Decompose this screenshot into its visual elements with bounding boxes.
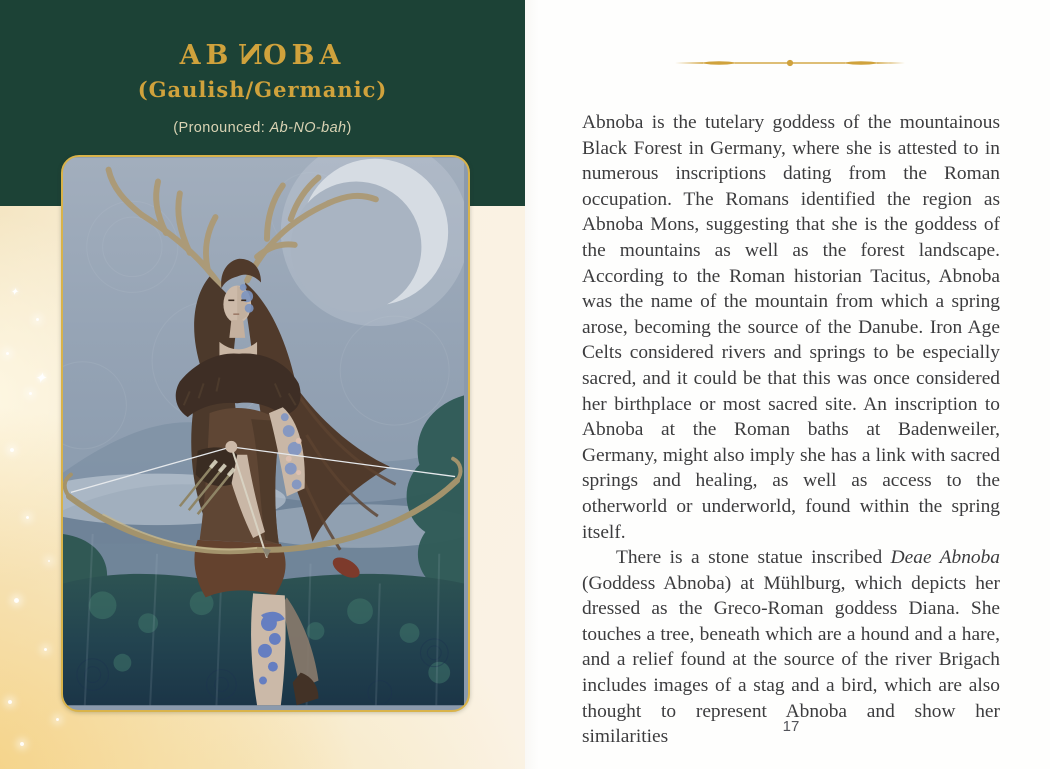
section-divider-ornament-icon — [675, 55, 905, 71]
page-number: 17 — [782, 718, 800, 735]
chapter-subtitle: (Gaulish/Germanic) — [137, 77, 388, 102]
chapter-title: ABNOBA — [179, 40, 346, 71]
pronunciation: (Pronounced: Ab-NO-bah) — [173, 120, 352, 136]
flipped-n-glyph: N — [233, 40, 264, 71]
neck — [229, 320, 245, 338]
sparkle-icon: ✦ — [10, 287, 19, 298]
drawing-hand — [225, 441, 237, 453]
article-text — [582, 110, 1000, 750]
right-page — [525, 0, 1050, 769]
sparkle-icon: ✦ — [34, 371, 47, 387]
goddess-card-illustration — [61, 155, 470, 712]
paragraph-2: There is a stone statue inscribed Deae Abnoba (Goddess Abnoba) at Mühlburg, which depicts her dressed as the Greco-Roman goddess Diana. She touches a tree, beneath which are a hound and a hare, and a relief found at the source of the river Brigach includes images of a stag and a bird, which are also thought to represent Abnoba and show her similarities — [582, 547, 1001, 748]
paragraph-1: Abnoba is the tutelary goddess of the mountainous Black Forest in Germany, where she is attested to in numerous inscriptions dating from the Roman occupation. The Romans identified the region as Abnoba Mons, suggesting that she is the goddess of the mountains as well as the forest landscape. According to the Roman historian Tacitus, Abnoba was the name of the mountain from which a spring arose, becoming the source of the Danube. Iron Age Celts considered rivers and springs to be especially sacred, and it could be that this was once considered her birthplace or most sacred site. An inscription to Abnoba at the Roman baths at Badenweiler, Germany, might also imply she has a link with sacred springs and healing, as well as access to the otherworld or underworld, found within the spring itself. — [582, 112, 1000, 543]
